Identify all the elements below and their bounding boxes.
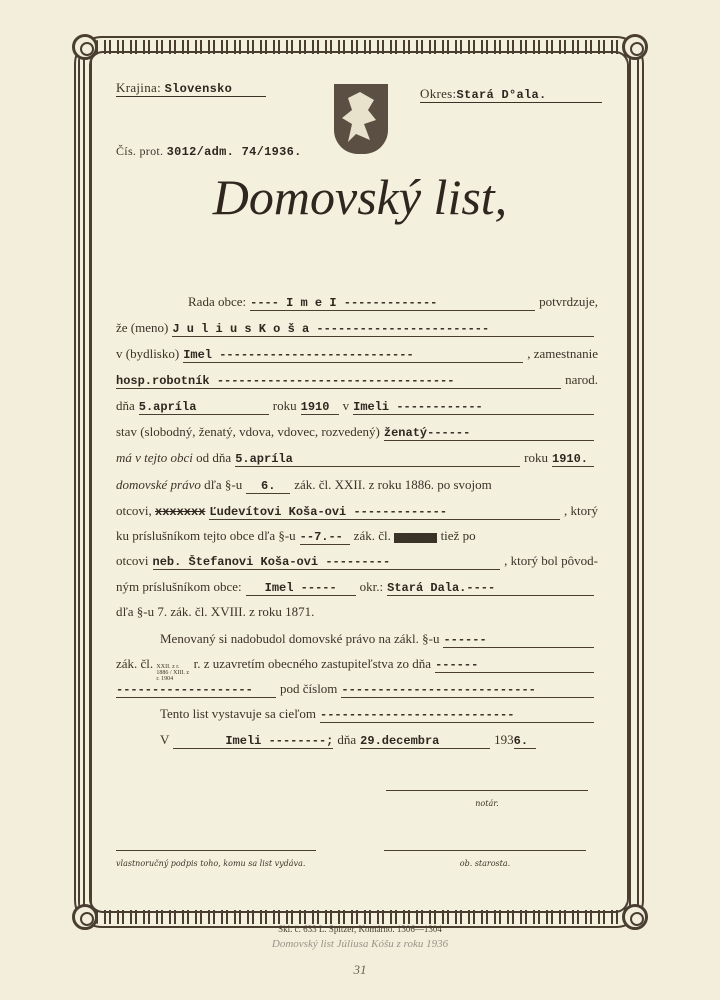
since-date-value: 5.apríla [235,452,520,467]
page-number: 31 [353,962,367,977]
label: dľa §-u 7. zák. čl. XVIII. z roku 1871. [116,604,315,619]
document-title: Domovský list, [212,169,508,225]
law-row [116,477,598,494]
paragraph-value: --7.-- [300,530,350,545]
birth-date-value: 5.apríla [139,400,269,415]
label: zák. čl. XXII. z roku 1886. po svojom [294,477,492,492]
region-value: Slovensko [164,82,233,96]
purpose-row [116,706,598,723]
name-value: J u l i u s K o š a ------------------------ [172,322,594,337]
name-row [116,320,598,337]
label: má v [116,450,141,465]
label: okr.: [359,579,384,594]
mayor-signature-line [384,850,586,870]
grandfather-value: neb. Štefanovi Koša-ovi --------- [153,555,501,570]
since-row [116,450,598,467]
label: dňa [337,732,357,747]
father-row [116,503,598,520]
council-row [116,294,598,311]
corner-ornament-icon [72,34,98,60]
label: od dňa [196,450,232,465]
label: otcovi [116,553,149,568]
label: Rada obce: [188,294,247,309]
birth-place-value: Imeli ------------ [353,400,594,415]
label: Tento list vystavuje sa cieľom [160,706,317,721]
issued-year-value: 6. [514,734,536,749]
label: obci [170,450,193,465]
label: domovské právo [116,477,201,492]
label: otcovi, [116,503,152,518]
protocol-value: 3012/adm. 74/1936. [166,145,302,159]
label: potvrdzuje, [539,294,598,309]
notary-label: notár. [475,799,499,808]
protocol-label: Čís. prot. [116,144,164,158]
caption: Domovský list Júliusa Kóšu z roku 1936 [271,938,449,950]
decision-date-value: ------ [435,658,594,673]
label: V [160,732,170,747]
label: dňa [116,398,135,413]
label: pod číslom [280,681,338,696]
origin-row [116,579,598,596]
law-1871-row [116,604,598,620]
label: , zamestnanie [527,346,598,361]
since-year-value: 1910. [552,452,594,467]
acquired-paragraph-value: ------ [443,633,594,648]
issued-row [116,732,598,749]
label: r. z uzavretím obecného zastupiteľstva zo dňa [193,656,432,671]
district-field [420,86,602,103]
corner-ornament-icon [622,34,648,60]
father-value: Ľudevítovi Koša-ovi ------------- [209,505,560,520]
label: tiež po [440,528,476,543]
purpose-value: --------------------------- [320,708,594,723]
residence-value: Imel --------------------------- [183,348,523,363]
issued-place-value: Imeli --------; [173,734,333,749]
paragraph-value: 6. [246,479,290,494]
decision-date-cont-value: ------------------- [116,683,276,698]
residence-row [116,346,598,363]
holder-label: vlastnoručný podpis toho, komu sa list vydáva. [116,859,306,868]
district-label: Okres: [420,86,457,101]
holder-signature-line [116,850,316,870]
label: v (bydlisko) [116,346,180,361]
protocol-number [116,144,302,159]
membership-row [116,528,598,545]
birth-year-value: 1910 [301,400,339,415]
grandfather-row [116,553,598,570]
issued-date-value: 29.decembra [360,734,490,749]
mayor-label: ob. starosta. [459,859,511,868]
label: roku [524,450,548,465]
acquired-row [116,631,598,648]
occupation-value: hosp.robotník --------------------------------- [116,374,561,389]
label: že (meno) [116,320,169,335]
label: roku [272,398,297,413]
number-row [116,681,598,698]
label: ným príslušníkom obce: [116,579,242,594]
label: , ktorý [564,503,598,518]
label: Menovaný si nadobudol domovské právo na zákl. §-u [160,631,440,646]
label: narod. [565,372,598,387]
coat-of-arms-icon [334,84,388,154]
origin-municipality-value: Imel ----- [246,581,356,596]
notary-signature-line [386,790,588,810]
label: 193 [494,732,514,747]
label: zák. čl. [116,656,154,671]
council-decision-row [116,656,598,682]
region-label: Krajina: [116,80,161,95]
birth-row [116,398,598,415]
label: stav (slobodný, ženatý, vdova, vdovec, rozvedený) [116,424,380,439]
struck-text: xxxxxxx [155,505,206,519]
label: dľa §-u [204,477,243,492]
label: ku príslušníkom tejto obce dľa §-u [116,528,296,543]
decision-number-value: --------------------------- [341,683,594,698]
status-row [116,424,598,441]
district-value: Stará D°ala. [456,88,547,102]
council-value: ---- I m e I ------------- [250,296,535,311]
label: v [342,398,350,413]
law-fraction: XXII. z r. 1886 / XIII. z r. 1904 [156,664,190,682]
label: , ktorý bol pôvod- [504,553,598,568]
occupation-row [116,372,598,389]
region-field [116,80,266,97]
label: zák. čl. [353,528,391,543]
struck-text: XXXXXXXX [394,533,438,543]
printer-imprint: Skl. č. 633 L. Spitzer, Komárno. 1306—1304 [278,924,442,934]
marital-status-value: ženatý------ [384,426,594,441]
label: tejto [144,450,168,465]
origin-district-value: Stará Dala.---- [387,581,594,596]
